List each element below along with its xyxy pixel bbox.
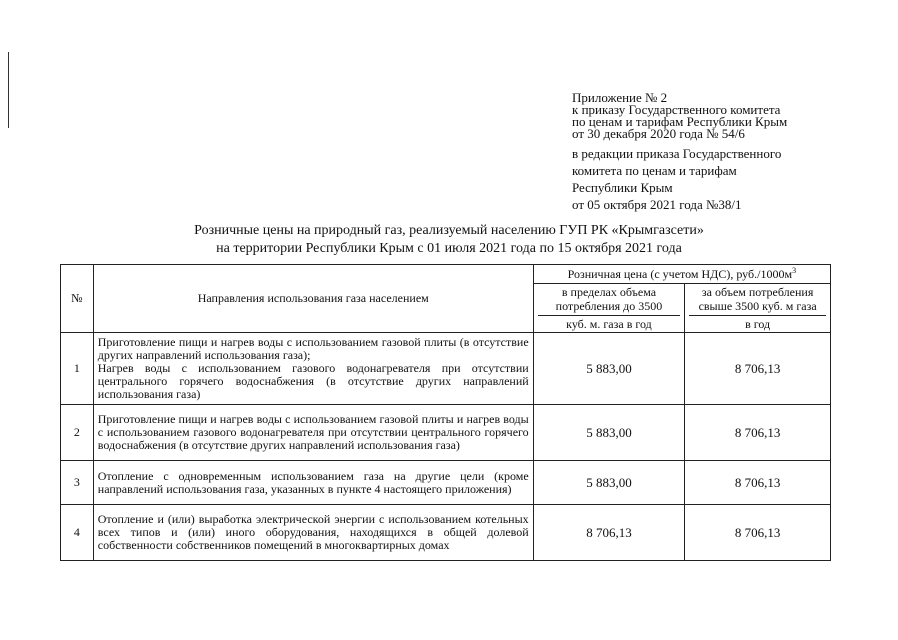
- header-line: по ценам и тарифам Республики Крым: [572, 114, 788, 129]
- row-number: 4: [61, 505, 94, 561]
- header-price-b-line: в год: [689, 315, 826, 331]
- appendix-header: [572, 92, 872, 213]
- row-direction-line: Отопление с одновременным использованием газа на другие цели (кроме направлений использования газа, указанных в пункте 4 настоящего приложения): [97, 468, 529, 496]
- header-line: в редакции приказа Государственного: [572, 146, 782, 161]
- header-price-b: [685, 284, 831, 333]
- header-price-group: [533, 265, 830, 284]
- header-price-a-line: потребления до 3500: [555, 299, 663, 313]
- title-line-2: на территории Республики Крым с 01 июля 2021 года по 15 октября 2021 года: [216, 241, 682, 256]
- row-direction-line: Приготовление пищи и нагрев воды с использованием газовой плиты (в отсутствие других направлений использования газа);: [97, 335, 529, 362]
- row-price-b: 8 706,13: [685, 461, 831, 505]
- row-price-a: 5 883,00: [533, 333, 685, 405]
- row-direction: [93, 461, 533, 505]
- table-row: [61, 333, 831, 405]
- table-row: [61, 405, 831, 461]
- row-price-a: 5 883,00: [533, 461, 685, 505]
- price-group-label: Розничная цена (с учетом НДС), руб./1000м: [567, 267, 793, 281]
- header-price-b-line: за объем потребления: [701, 285, 814, 299]
- table-row: [61, 505, 831, 561]
- header-line: комитета по ценам и тарифам: [572, 163, 737, 178]
- header-line: к приказу Государственного комитета: [572, 102, 781, 117]
- header-price-b-line: свыше 3500 куб. м газа: [698, 299, 817, 313]
- row-direction-line: Приготовление пищи и нагрев воды с использованием газовой плиты и нагрев воды с использованием газового водонагревателя при отсутствии центрального горячего водоснабжения (в отсутствие других направлений использования газа): [97, 412, 529, 452]
- header-price-a-line: в пределах объема: [561, 285, 657, 299]
- row-number: 3: [61, 461, 94, 505]
- row-direction: [93, 333, 533, 405]
- row-direction-line: Нагрев воды с использованием газового водонагревателя при отсутствии центрального горячего водоснабжения (в отсутствие других направлений использования газа): [97, 361, 529, 401]
- row-price-b: 8 706,13: [685, 333, 831, 405]
- row-number: 1: [61, 333, 94, 405]
- row-number: 2: [61, 405, 94, 461]
- header-direction: Направления использования газа населением: [93, 265, 533, 333]
- row-price-a: 5 883,00: [533, 405, 685, 461]
- row-price-b: 8 706,13: [685, 405, 831, 461]
- row-direction: [93, 405, 533, 461]
- row-direction: [93, 505, 533, 561]
- table-header-row: [61, 265, 831, 284]
- header-number: №: [61, 265, 94, 333]
- row-direction-line: Отопление и (или) выработка электрической энергии с использованием котельных всех типов и (или) иного оборудования, находящихся в общей долевой собственности собственников помещений в многоквартирных домах: [97, 512, 529, 552]
- row-price-b: 8 706,13: [685, 505, 831, 561]
- row-price-a: 8 706,13: [533, 505, 685, 561]
- page-edge-mark: [8, 52, 9, 128]
- document-title: [0, 222, 898, 258]
- header-price-a: [533, 284, 685, 333]
- header-line: от 05 октября 2021 года №38/1: [572, 197, 742, 212]
- header-price-a-line: куб. м. газа в год: [538, 315, 681, 331]
- table-row: [61, 461, 831, 505]
- header-line: от 30 декабря 2020 года № 54/6: [572, 126, 745, 141]
- price-group-sup: 3: [792, 266, 797, 275]
- header-line: Республики Крым: [572, 180, 673, 195]
- header-line: Приложение № 2: [572, 90, 668, 105]
- title-line-1: Розничные цены на природный газ, реализуемый населению ГУП РК «Крымгазсети»: [194, 223, 704, 238]
- price-table: [60, 264, 831, 561]
